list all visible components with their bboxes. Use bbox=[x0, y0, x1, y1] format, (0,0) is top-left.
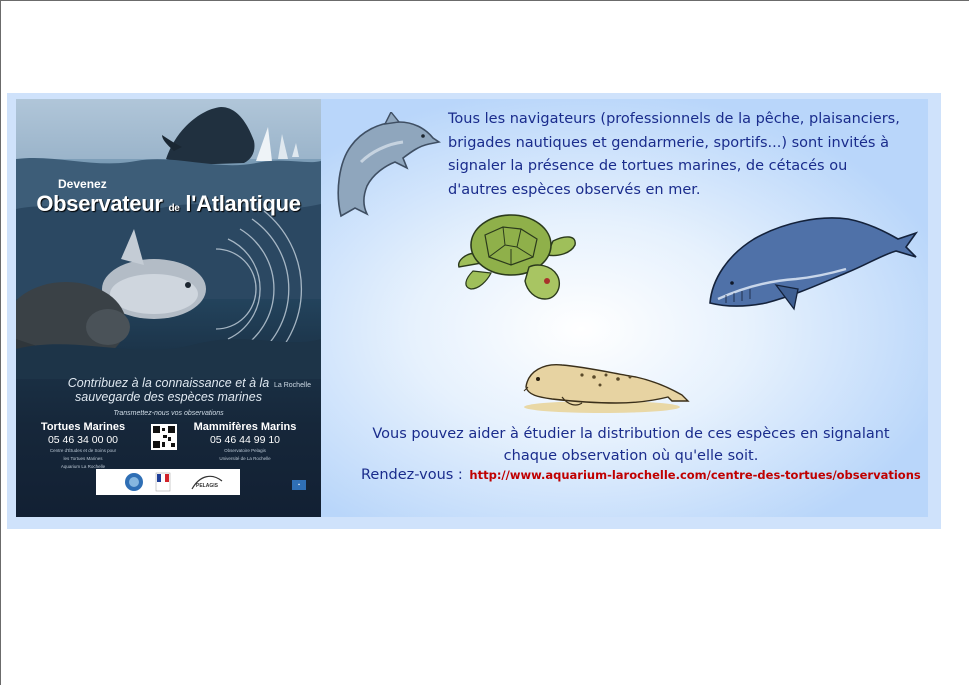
publisher-logo: ▪ bbox=[292, 480, 306, 490]
intro-line-2: brigades nautiques et gendarmerie, sportifs...) sont invités à bbox=[448, 134, 889, 151]
dolphin-icon bbox=[333, 112, 441, 222]
observations-link[interactable]: http://www.aquarium-larochelle.com/centre-des-tortues/observations bbox=[469, 468, 921, 482]
mammals-org-line1: Observatoire Pelagis bbox=[224, 448, 266, 453]
poster-turtles-contact bbox=[28, 421, 138, 470]
turtles-org-line3: Aquarium La Rochelle bbox=[60, 464, 106, 469]
poster-contribution-line1: Contribuez à la connaissance et à la bbox=[67, 376, 270, 390]
turtles-org-line2: les Tortues Marines bbox=[63, 456, 103, 461]
whale-icon bbox=[706, 209, 918, 311]
observer-poster bbox=[16, 99, 321, 517]
help-line-2: chaque observation où qu'elle soit. bbox=[503, 448, 759, 464]
poster-place: La Rochelle bbox=[274, 382, 311, 389]
rendezvous-label: Rendez-vous : bbox=[361, 467, 463, 483]
poster-kicker: Devenez bbox=[58, 177, 107, 191]
intro-line-3: signaler la présence de tortues marines, de cétacés ou bbox=[448, 158, 848, 174]
intro-paragraph bbox=[448, 108, 918, 202]
poster-contribution-line2: sauvegarde des espèces marines bbox=[75, 390, 262, 404]
poster-title-end: l'Atlantique bbox=[185, 191, 301, 216]
poster-transmit: Transmettez-nous vos observations bbox=[113, 410, 224, 417]
poster-title-de: de bbox=[168, 203, 180, 214]
help-line-1: Vous pouvez aider à étudier la distribution de ces espèces en signalant bbox=[372, 426, 890, 442]
pelagis-logo-label: PELAGIS bbox=[196, 483, 218, 489]
intro-line-1: Tous les navigateurs (professionnels de la pêche, plaisanciers, bbox=[448, 111, 900, 127]
intro-line-4: d'autres espèces observés en mer. bbox=[448, 181, 701, 198]
rendezvous-line bbox=[361, 467, 921, 483]
seal-icon bbox=[522, 357, 690, 415]
turtles-phone: 05 46 34 00 00 bbox=[47, 434, 119, 446]
poster-title bbox=[16, 191, 321, 217]
help-paragraph bbox=[346, 423, 916, 467]
mammals-phone: 05 46 44 99 10 bbox=[209, 434, 281, 446]
turtles-heading: Tortues Marines bbox=[40, 421, 126, 433]
mammals-org-line2: Université de La Rochelle bbox=[219, 456, 271, 461]
poster-contribution bbox=[16, 376, 321, 404]
partner-logos bbox=[96, 469, 240, 495]
qr-code bbox=[151, 424, 177, 450]
poster-title-main: Observateur bbox=[36, 191, 163, 216]
turtle-icon bbox=[455, 205, 578, 305]
poster-mammals-contact bbox=[184, 421, 306, 462]
turtles-org-line1: Centre d'Études et de Soins pour bbox=[49, 448, 117, 453]
mammals-heading: Mammifères Marins bbox=[193, 421, 297, 433]
